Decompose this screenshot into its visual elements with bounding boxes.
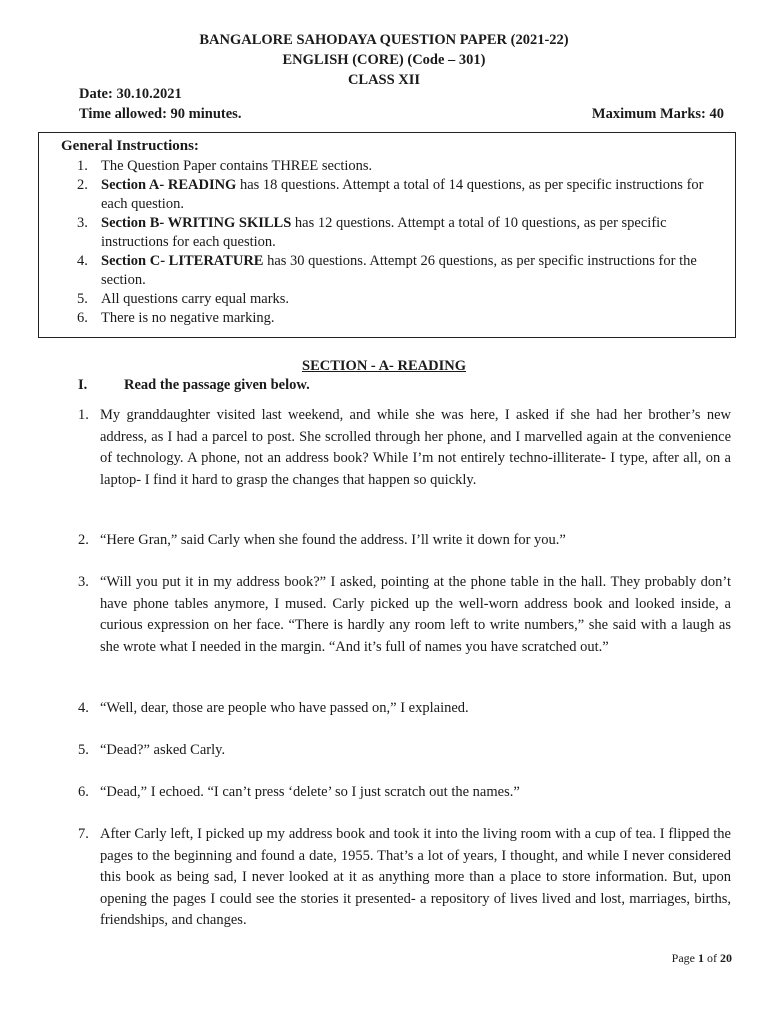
header-class: CLASS XII — [347, 72, 421, 88]
instruction-item — [39, 252, 729, 290]
paper-header — [0, 30, 768, 90]
paragraph-number: 2. — [78, 532, 89, 548]
passage-paragraph — [78, 405, 731, 491]
instruction-item — [39, 176, 729, 214]
paragraph-number: 4. — [78, 700, 89, 716]
instruction-text: The Question Paper contains THREE sections. — [101, 158, 373, 174]
header-subject: ENGLISH (CORE) (Code – 301) — [282, 52, 486, 68]
paragraph-text: “Dead,” I echoed. “I can’t press ‘delete’ so I just scratch out the names.” — [100, 784, 520, 800]
paragraph-text: “Well, dear, those are people who have passed on,” I explained. — [100, 700, 469, 716]
instruction-section-name: Section C- LITERATURE — [101, 253, 264, 269]
paragraph-text: My granddaughter visited last weekend, and while she was here, I asked if she had her brother’s new address, as I had a parcel to post. She scrolled through her phone, and I marvelled again at the convenience of technology. A phone, not an address book? While I’m not entirely techno-illiterate- I type, after all, on a laptop- I find it hard to grasp the changes that happen so quickly. — [100, 407, 731, 488]
paragraph-text: After Carly left, I picked up my address book and took it into the living room with a cup of tea. I flipped the pages to the beginning and found a date, 1955. That’s a lot of years, I thought, and while I never considered this book as being sad, I never looked at it as anything more than a place to store information. But, upon opening the pages I could see the stories it presented- a repository of lives lived and lost, marriages, births, friendships, and changes. — [100, 826, 731, 928]
instruction-number: 5. — [77, 291, 88, 307]
question-roman-numeral: I. — [78, 377, 88, 393]
instruction-item — [39, 214, 729, 252]
paragraph-number: 1. — [78, 407, 89, 423]
passage-paragraph — [78, 782, 731, 804]
instruction-item — [39, 309, 729, 328]
instruction-item — [39, 290, 729, 309]
instruction-text: has 18 questions. Attempt a total of 14 questions, as per specific instructions for each question. — [101, 177, 704, 212]
instructions-title: General Instructions: — [61, 138, 199, 154]
paragraph-text: “Will you put it in my address book?” I asked, pointing at the phone table in the hall. They probably don’t have phone tables anymore, I mused. Carly picked up the well-worn address book and looked inside, a curious expression on her face. “There is hardly any room left to write numbers,” she said with a laugh as she wrote what I needed in the margin. “And it’s full of names you have scratched out.” — [100, 574, 731, 655]
instruction-text: has 12 questions. Attempt a total of 10 questions, as per specific instructions for each question. — [101, 215, 667, 250]
time-allowed: Time allowed: 90 minutes. — [79, 106, 242, 122]
instruction-number: 2. — [77, 177, 88, 193]
page-number: 1 — [698, 951, 704, 965]
header-title: BANGALORE SAHODAYA QUESTION PAPER (2021-22) — [199, 32, 569, 48]
paragraph-text: “Dead?” asked Carly. — [100, 742, 226, 758]
passage-paragraph — [78, 572, 731, 658]
passage-paragraph — [78, 740, 731, 762]
passage-paragraph — [78, 698, 731, 720]
paragraph-number: 7. — [78, 826, 89, 842]
passage-paragraph — [78, 824, 731, 932]
maximum-marks: Maximum Marks: 40 — [591, 106, 724, 122]
section-title: SECTION - A- READING — [302, 358, 466, 374]
passage-paragraph — [78, 530, 731, 552]
of-word: of — [707, 951, 717, 965]
instruction-section-name: Section A- READING — [101, 177, 237, 193]
instruction-number: 6. — [77, 310, 88, 326]
instruction-item — [39, 157, 729, 176]
instructions-box — [38, 132, 736, 338]
paragraph-text: “Here Gran,” said Carly when she found the address. I’ll write it down for you.” — [100, 532, 566, 548]
instruction-number: 3. — [77, 215, 88, 231]
question-heading: Read the passage given below. — [124, 377, 310, 393]
instruction-number: 4. — [77, 253, 88, 269]
page-total: 20 — [720, 951, 732, 965]
page-word: Page — [671, 951, 695, 965]
page-footer — [672, 951, 732, 966]
instruction-text: has 30 questions. Attempt 26 questions, as per specific instructions for the section. — [101, 253, 697, 288]
instructions-list — [39, 157, 729, 328]
exam-date: Date: 30.10.2021 — [79, 86, 182, 102]
instruction-text: All questions carry equal marks. — [101, 291, 290, 307]
paragraph-number: 3. — [78, 574, 89, 590]
instruction-text: There is no negative marking. — [101, 310, 275, 326]
instruction-number: 1. — [77, 158, 88, 174]
instruction-section-name: Section B- WRITING SKILLS — [101, 215, 292, 231]
paragraph-number: 6. — [78, 784, 89, 800]
paragraph-number: 5. — [78, 742, 89, 758]
